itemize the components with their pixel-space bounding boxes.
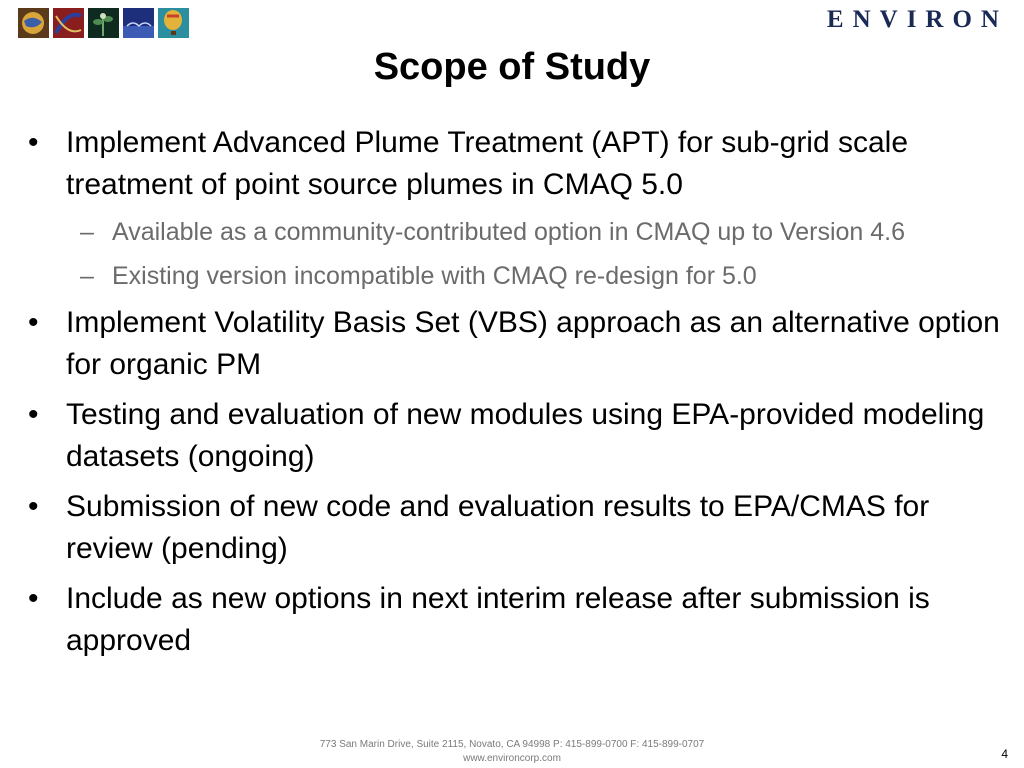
bullet-item-5 bbox=[28, 578, 1004, 662]
bullet-text: Submission of new code and evaluation results to EPA/CMAS for review (pending) bbox=[66, 490, 930, 565]
bullet-item-4 bbox=[28, 486, 1004, 570]
bullet-item-1 bbox=[28, 122, 1004, 206]
footer-website: www.environcorp.com bbox=[463, 753, 561, 764]
sub-item-2 bbox=[28, 258, 1004, 295]
environ-logo: ENVIRON bbox=[826, 6, 1008, 33]
bullet-item-2 bbox=[28, 302, 1004, 386]
bullet-text: Testing and evaluation of new modules using EPA-provided modeling datasets (ongoing) bbox=[66, 398, 985, 473]
dna-thumbnail bbox=[53, 8, 84, 38]
bullet-icon: • bbox=[28, 306, 39, 339]
bullet-item-3 bbox=[28, 394, 1004, 478]
dash-icon: – bbox=[80, 218, 94, 246]
page-number: 4 bbox=[1001, 747, 1008, 761]
dash-icon: – bbox=[80, 262, 94, 290]
slide-content bbox=[28, 122, 1004, 670]
sub-item-text: Existing version incompatible with CMAQ re-design for 5.0 bbox=[112, 262, 757, 290]
sub-item-text: Available as a community-contributed option in CMAQ up to Version 4.6 bbox=[112, 218, 906, 246]
balloon-thumbnail bbox=[158, 8, 189, 38]
bullet-icon: • bbox=[28, 398, 39, 431]
seashore-thumbnail bbox=[123, 8, 154, 38]
bullet-icon: • bbox=[28, 490, 39, 523]
bullet-icon: • bbox=[28, 582, 39, 615]
bullet-text: Implement Advanced Plume Treatment (APT) for sub-grid scale treatment of point source plumes in CMAQ 5.0 bbox=[66, 126, 909, 201]
bullet-icon: • bbox=[28, 126, 39, 159]
footer-address: 773 San Marin Drive, Suite 2115, Novato, CA 94998 P: 415-899-0700 F: 415-899-0707 bbox=[319, 739, 705, 750]
sub-list bbox=[28, 214, 1004, 295]
sub-item-1 bbox=[28, 214, 1004, 251]
globe-thumbnail bbox=[18, 8, 49, 38]
bullet-text: Include as new options in next interim release after submission is approved bbox=[66, 582, 930, 657]
footer bbox=[0, 738, 1024, 766]
plant-thumbnail bbox=[88, 8, 119, 38]
header-thumbnails bbox=[18, 8, 189, 38]
slide-title: Scope of Study bbox=[373, 46, 651, 88]
bullet-text: Implement Volatility Basis Set (VBS) approach as an alternative option for organic PM bbox=[66, 306, 1000, 381]
